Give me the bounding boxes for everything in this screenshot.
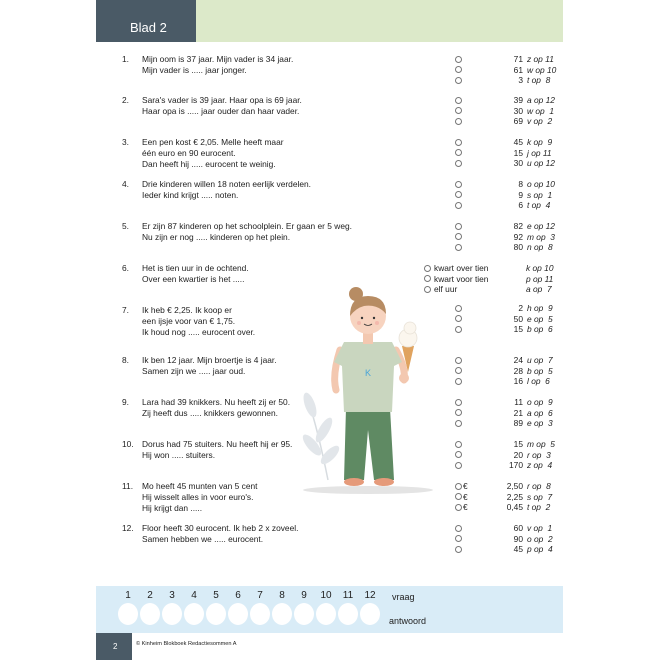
answer-option[interactable] — [455, 137, 565, 148]
question-number: 8. — [122, 355, 129, 365]
option-value: 11 — [514, 397, 523, 407]
answer-option[interactable] — [455, 397, 565, 408]
radio-button[interactable] — [455, 160, 462, 167]
option-code: h op 9 — [527, 303, 553, 313]
question-number: 11. — [122, 481, 134, 491]
option-value: 45 — [513, 137, 523, 147]
question-line: Haar opa is ..... jaar ouder dan haar vader. — [142, 106, 300, 116]
radio-button[interactable] — [455, 107, 462, 114]
question-line: Hij krijgt dan ..... — [142, 503, 203, 513]
answer-options-11 — [455, 481, 565, 513]
option-code: r op 3 — [527, 449, 551, 460]
answer-option[interactable] — [455, 355, 565, 366]
option-value: 15 — [513, 439, 523, 449]
answer-options-4 — [455, 179, 565, 211]
option-code: n op 8 — [527, 242, 553, 252]
answer-option[interactable] — [455, 179, 565, 190]
option-value: 20 — [513, 449, 523, 460]
vraag-number: 10 — [320, 590, 332, 601]
question-text — [142, 523, 432, 545]
answer-bubble[interactable] — [162, 603, 182, 625]
option-value: 2 — [518, 303, 523, 313]
radio-button[interactable] — [424, 265, 431, 272]
answer-option[interactable] — [455, 200, 565, 211]
question-number: 1. — [122, 54, 129, 64]
question-line: Samen zijn we ..... jaar oud. — [142, 366, 246, 376]
question-line: Mijn vader is ..... jaar jonger. — [142, 65, 247, 75]
option-code: m op 5 — [527, 439, 555, 449]
option-code: p op 11 — [526, 273, 554, 284]
option-value: 15 — [513, 147, 523, 158]
answer-bubble[interactable] — [338, 603, 358, 625]
radio-button[interactable] — [455, 305, 462, 312]
radio-button[interactable] — [455, 326, 462, 333]
option-code: b op 6 — [527, 324, 553, 334]
answer-options-9 — [455, 397, 565, 429]
option-code: v op 1 — [527, 523, 553, 533]
question-number: 12. — [122, 523, 134, 533]
question-line: Dan heeft hij ..... eurocent te weinig. — [142, 159, 276, 169]
radio-button[interactable] — [455, 451, 462, 458]
radio-button[interactable] — [455, 462, 462, 469]
question-line: Lara had 39 knikkers. Nu heeft zij er 50. — [142, 397, 291, 407]
option-value: 8 — [518, 179, 523, 189]
answer-options-7 — [455, 303, 565, 335]
question-line: Samen hebben we ..... eurocent. — [142, 534, 264, 544]
radio-button[interactable] — [455, 66, 462, 73]
currency-symbol: € — [463, 491, 468, 502]
question-line: Drie kinderen willen 18 noten eerlijk verdelen. — [142, 179, 311, 189]
question-line: Ik ben 12 jaar. Mijn broertje is 4 jaar. — [142, 355, 277, 365]
question-line: Ik heb € 2,25. Ik koop er — [142, 305, 232, 315]
answer-bubble[interactable] — [294, 603, 314, 625]
option-code: w op 1 — [527, 105, 555, 116]
radio-button[interactable] — [455, 504, 462, 511]
answer-option[interactable] — [455, 148, 565, 159]
answer-bubble[interactable] — [206, 603, 226, 625]
answer-options-8 — [455, 355, 565, 387]
answer-options-3 — [455, 137, 565, 169]
question-text — [142, 95, 432, 117]
question-line: Hij wisselt alles in voor euro's. — [142, 492, 254, 502]
option-code: s op 7 — [527, 491, 553, 502]
option-code: l op 6 — [527, 376, 550, 386]
option-value: 71 — [513, 54, 523, 64]
hand — [399, 373, 409, 383]
answer-option[interactable] — [455, 54, 565, 65]
question-number: 7. — [122, 305, 129, 315]
option-code: r op 8 — [527, 481, 551, 491]
radio-button[interactable] — [455, 483, 462, 490]
question-text — [142, 179, 432, 201]
question-number: 2. — [122, 95, 129, 105]
radio-button[interactable] — [455, 223, 462, 230]
option-value: 80 — [513, 242, 523, 252]
currency-symbol: € — [463, 481, 468, 491]
vraag-number: 7 — [257, 590, 263, 601]
answer-option[interactable] — [455, 439, 565, 450]
vraag-number: 9 — [301, 590, 307, 601]
answer-options-12 — [455, 523, 565, 555]
answer-options-10 — [455, 439, 565, 471]
vraag-number: 12 — [364, 590, 376, 601]
radio-button[interactable] — [455, 202, 462, 209]
answer-bubble[interactable] — [250, 603, 270, 625]
question-line: Ieder kind krijgt ..... noten. — [142, 190, 239, 200]
vraag-number: 11 — [342, 590, 354, 601]
answer-option[interactable] — [455, 242, 565, 253]
vraag-number: 2 — [147, 590, 153, 601]
question-line: Hij won ..... stuiters. — [142, 450, 216, 460]
question-line: Er zijn 87 kinderen op het schoolplein. Er gaan er 5 weg. — [142, 221, 352, 231]
option-code: v op 2 — [527, 116, 553, 126]
radio-button[interactable] — [455, 233, 462, 240]
answer-option[interactable] — [424, 274, 564, 285]
answer-option[interactable] — [455, 314, 565, 325]
answer-option[interactable] — [455, 544, 565, 555]
question-line: Zij heeft dus ..... knikkers gewonnen. — [142, 408, 278, 418]
answer-option[interactable] — [455, 534, 565, 545]
radio-button[interactable] — [455, 525, 462, 532]
option-code: k op 10 — [526, 263, 554, 273]
option-code: e op 12 — [527, 221, 555, 231]
question-line: Mo heeft 45 munten van 5 cent — [142, 481, 258, 491]
header-green-block — [196, 0, 563, 42]
option-code: k op 9 — [527, 137, 553, 147]
option-code: a op 6 — [527, 407, 553, 418]
radio-button[interactable] — [455, 191, 462, 198]
question-line: Een pen kost € 2,05. Melle heeft maar — [142, 137, 284, 147]
option-value: 30 — [513, 158, 523, 168]
question-line: Dorus had 75 stuiters. Nu heeft hij er 95. — [142, 439, 293, 449]
answer-bubble[interactable] — [360, 603, 380, 625]
option-code: t op 2 — [527, 502, 551, 512]
answer-option[interactable] — [455, 460, 565, 471]
answer-option[interactable] — [455, 408, 565, 419]
radio-button[interactable] — [455, 56, 462, 63]
option-code: z op 11 — [527, 54, 554, 64]
option-code: p op 4 — [527, 544, 553, 554]
option-value: 45 — [513, 544, 523, 554]
option-value: 39 — [513, 95, 523, 105]
radio-button[interactable] — [455, 378, 462, 385]
vraag-label: vraag — [392, 592, 415, 602]
option-code: o op 2 — [527, 533, 553, 544]
option-code: z op 4 — [527, 460, 553, 470]
answer-option[interactable] — [424, 284, 564, 295]
option-value: 30 — [513, 105, 523, 116]
option-value: kwart voor tien — [434, 273, 489, 284]
option-code: a op 7 — [526, 284, 552, 294]
currency-symbol: € — [463, 502, 468, 512]
answer-bubble[interactable] — [272, 603, 292, 625]
answer-option[interactable] — [455, 523, 565, 534]
option-value: 61 — [513, 64, 523, 75]
option-value: 69 — [513, 116, 523, 126]
radio-button[interactable] — [455, 409, 462, 416]
radio-button[interactable] — [455, 139, 462, 146]
option-code: m op 3 — [527, 231, 555, 242]
question-line: Sara's vader is 39 jaar. Haar opa is 69 jaar. — [142, 95, 302, 105]
option-value: 3 — [518, 75, 523, 85]
answer-option[interactable] — [455, 95, 565, 106]
right-shoe — [374, 478, 394, 486]
option-code: t op 8 — [527, 75, 551, 85]
option-code: u op 12 — [527, 158, 555, 168]
option-code: o op 9 — [527, 397, 553, 407]
copyright: © Kinheim Blokboek Redactiesommen A — [136, 641, 237, 647]
radio-button[interactable] — [455, 546, 462, 553]
question-number: 10. — [122, 439, 134, 449]
option-value: 170 — [509, 460, 523, 470]
radio-button[interactable] — [455, 315, 462, 322]
question-number: 4. — [122, 179, 129, 189]
answer-options-6 — [424, 263, 564, 295]
option-value: 15 — [513, 324, 523, 334]
vraag-number: 5 — [213, 590, 219, 601]
question-line: Mijn oom is 37 jaar. Mijn vader is 34 jaar. — [142, 54, 294, 64]
radio-button[interactable] — [455, 367, 462, 374]
question-number: 3. — [122, 137, 129, 147]
option-code: a op 12 — [527, 95, 555, 105]
radio-button[interactable] — [455, 535, 462, 542]
question-number: 6. — [122, 263, 129, 273]
left-shoe — [344, 478, 364, 486]
option-value: 24 — [513, 355, 523, 365]
vraag-number: 4 — [191, 590, 197, 601]
question-line: Het is tien uur in de ochtend. — [142, 263, 249, 273]
trousers — [344, 408, 394, 480]
answer-bubble[interactable] — [228, 603, 248, 625]
plant-icon — [300, 391, 342, 480]
option-value: 82 — [513, 221, 523, 231]
radio-button[interactable] — [455, 149, 462, 156]
option-code: e op 5 — [527, 313, 553, 324]
answer-option[interactable] — [455, 190, 565, 201]
option-value: elf uur — [434, 284, 458, 294]
radio-button[interactable] — [455, 181, 462, 188]
option-value: 21 — [513, 407, 523, 418]
answer-option[interactable] — [455, 116, 565, 127]
option-value: 92 — [513, 231, 523, 242]
answer-option[interactable] — [455, 366, 565, 377]
answer-option[interactable] — [424, 263, 564, 274]
option-value: 2,25 — [506, 491, 523, 502]
option-value: 50 — [513, 313, 523, 324]
answer-option[interactable] — [455, 221, 565, 232]
answer-option[interactable] — [455, 65, 565, 76]
answer-option[interactable] — [455, 418, 565, 429]
option-value: kwart over tien — [434, 263, 489, 273]
option-code: b op 5 — [527, 365, 553, 376]
question-line: Ik houd nog ..... eurocent over. — [142, 327, 256, 337]
question-line: een ijsje voor van € 1,75. — [142, 316, 236, 326]
question-line: Over een kwartier is het ..... — [142, 274, 245, 284]
radio-button[interactable] — [455, 77, 462, 84]
question-line: Floor heeft 30 eurocent. Ik heb 2 x zoveel. — [142, 523, 299, 533]
question-number: 9. — [122, 397, 129, 407]
option-code: e op 3 — [527, 418, 553, 428]
radio-button[interactable] — [455, 441, 462, 448]
option-value: 60 — [513, 523, 523, 533]
radio-button[interactable] — [455, 399, 462, 406]
shirt-letter: K — [364, 368, 372, 378]
radio-button[interactable] — [455, 493, 462, 500]
option-value: 2,50 — [506, 481, 523, 491]
answer-option[interactable] — [455, 75, 565, 86]
option-code: w op 10 — [527, 64, 557, 75]
radio-button[interactable] — [455, 357, 462, 364]
answer-options-5 — [455, 221, 565, 253]
answer-option[interactable] — [455, 158, 565, 169]
answer-option[interactable] — [455, 376, 565, 387]
vraag-number: 8 — [279, 590, 285, 601]
radio-button[interactable] — [455, 420, 462, 427]
vraag-number: 1 — [125, 590, 131, 601]
answer-option[interactable] — [455, 303, 565, 314]
option-code: j op 11 — [527, 147, 552, 158]
question-number: 5. — [122, 221, 129, 231]
answer-bubble[interactable] — [118, 603, 138, 625]
vraag-number: 6 — [235, 590, 241, 601]
question-text — [142, 54, 432, 76]
option-value: 90 — [513, 533, 523, 544]
page-title: Blad 2 — [130, 20, 167, 35]
answer-options-2 — [455, 95, 565, 127]
antwoord-label: antwoord — [389, 616, 427, 626]
option-value: 28 — [513, 365, 523, 376]
question-line: één euro en 90 eurocent. — [142, 148, 236, 158]
option-value: 9 — [518, 189, 523, 200]
option-code: t op 4 — [527, 200, 551, 210]
girl-with-icecream-illustration — [298, 280, 438, 500]
hair-bun — [349, 287, 363, 301]
vraag-number: 3 — [169, 590, 175, 601]
answer-bubble[interactable] — [140, 603, 160, 625]
radio-button[interactable] — [455, 97, 462, 104]
option-value: 16 — [513, 376, 523, 386]
question-text — [142, 221, 432, 243]
question-text — [142, 137, 432, 170]
answer-bubble[interactable] — [316, 603, 336, 625]
radio-button[interactable] — [455, 244, 462, 251]
radio-button[interactable] — [455, 118, 462, 125]
option-code: s op 1 — [527, 189, 553, 200]
answer-bubble[interactable] — [184, 603, 204, 625]
answer-option[interactable] — [455, 232, 565, 243]
option-code: o op 10 — [527, 179, 555, 189]
answer-option[interactable] — [455, 481, 565, 492]
answer-option[interactable] — [455, 106, 565, 117]
answer-options-1 — [455, 54, 565, 86]
page-number: 2 — [113, 642, 118, 651]
question-line: Nu zijn er nog ..... kinderen op het plein. — [142, 232, 291, 242]
ground-shadow — [303, 486, 433, 494]
answer-option[interactable] — [455, 492, 565, 503]
answer-option[interactable] — [455, 502, 565, 513]
option-code: u op 7 — [527, 355, 553, 365]
answer-option[interactable] — [455, 324, 565, 335]
option-value: 6 — [518, 200, 523, 210]
option-value: 89 — [513, 418, 523, 428]
option-value: 0,45 — [506, 502, 523, 512]
answer-option[interactable] — [455, 450, 565, 461]
